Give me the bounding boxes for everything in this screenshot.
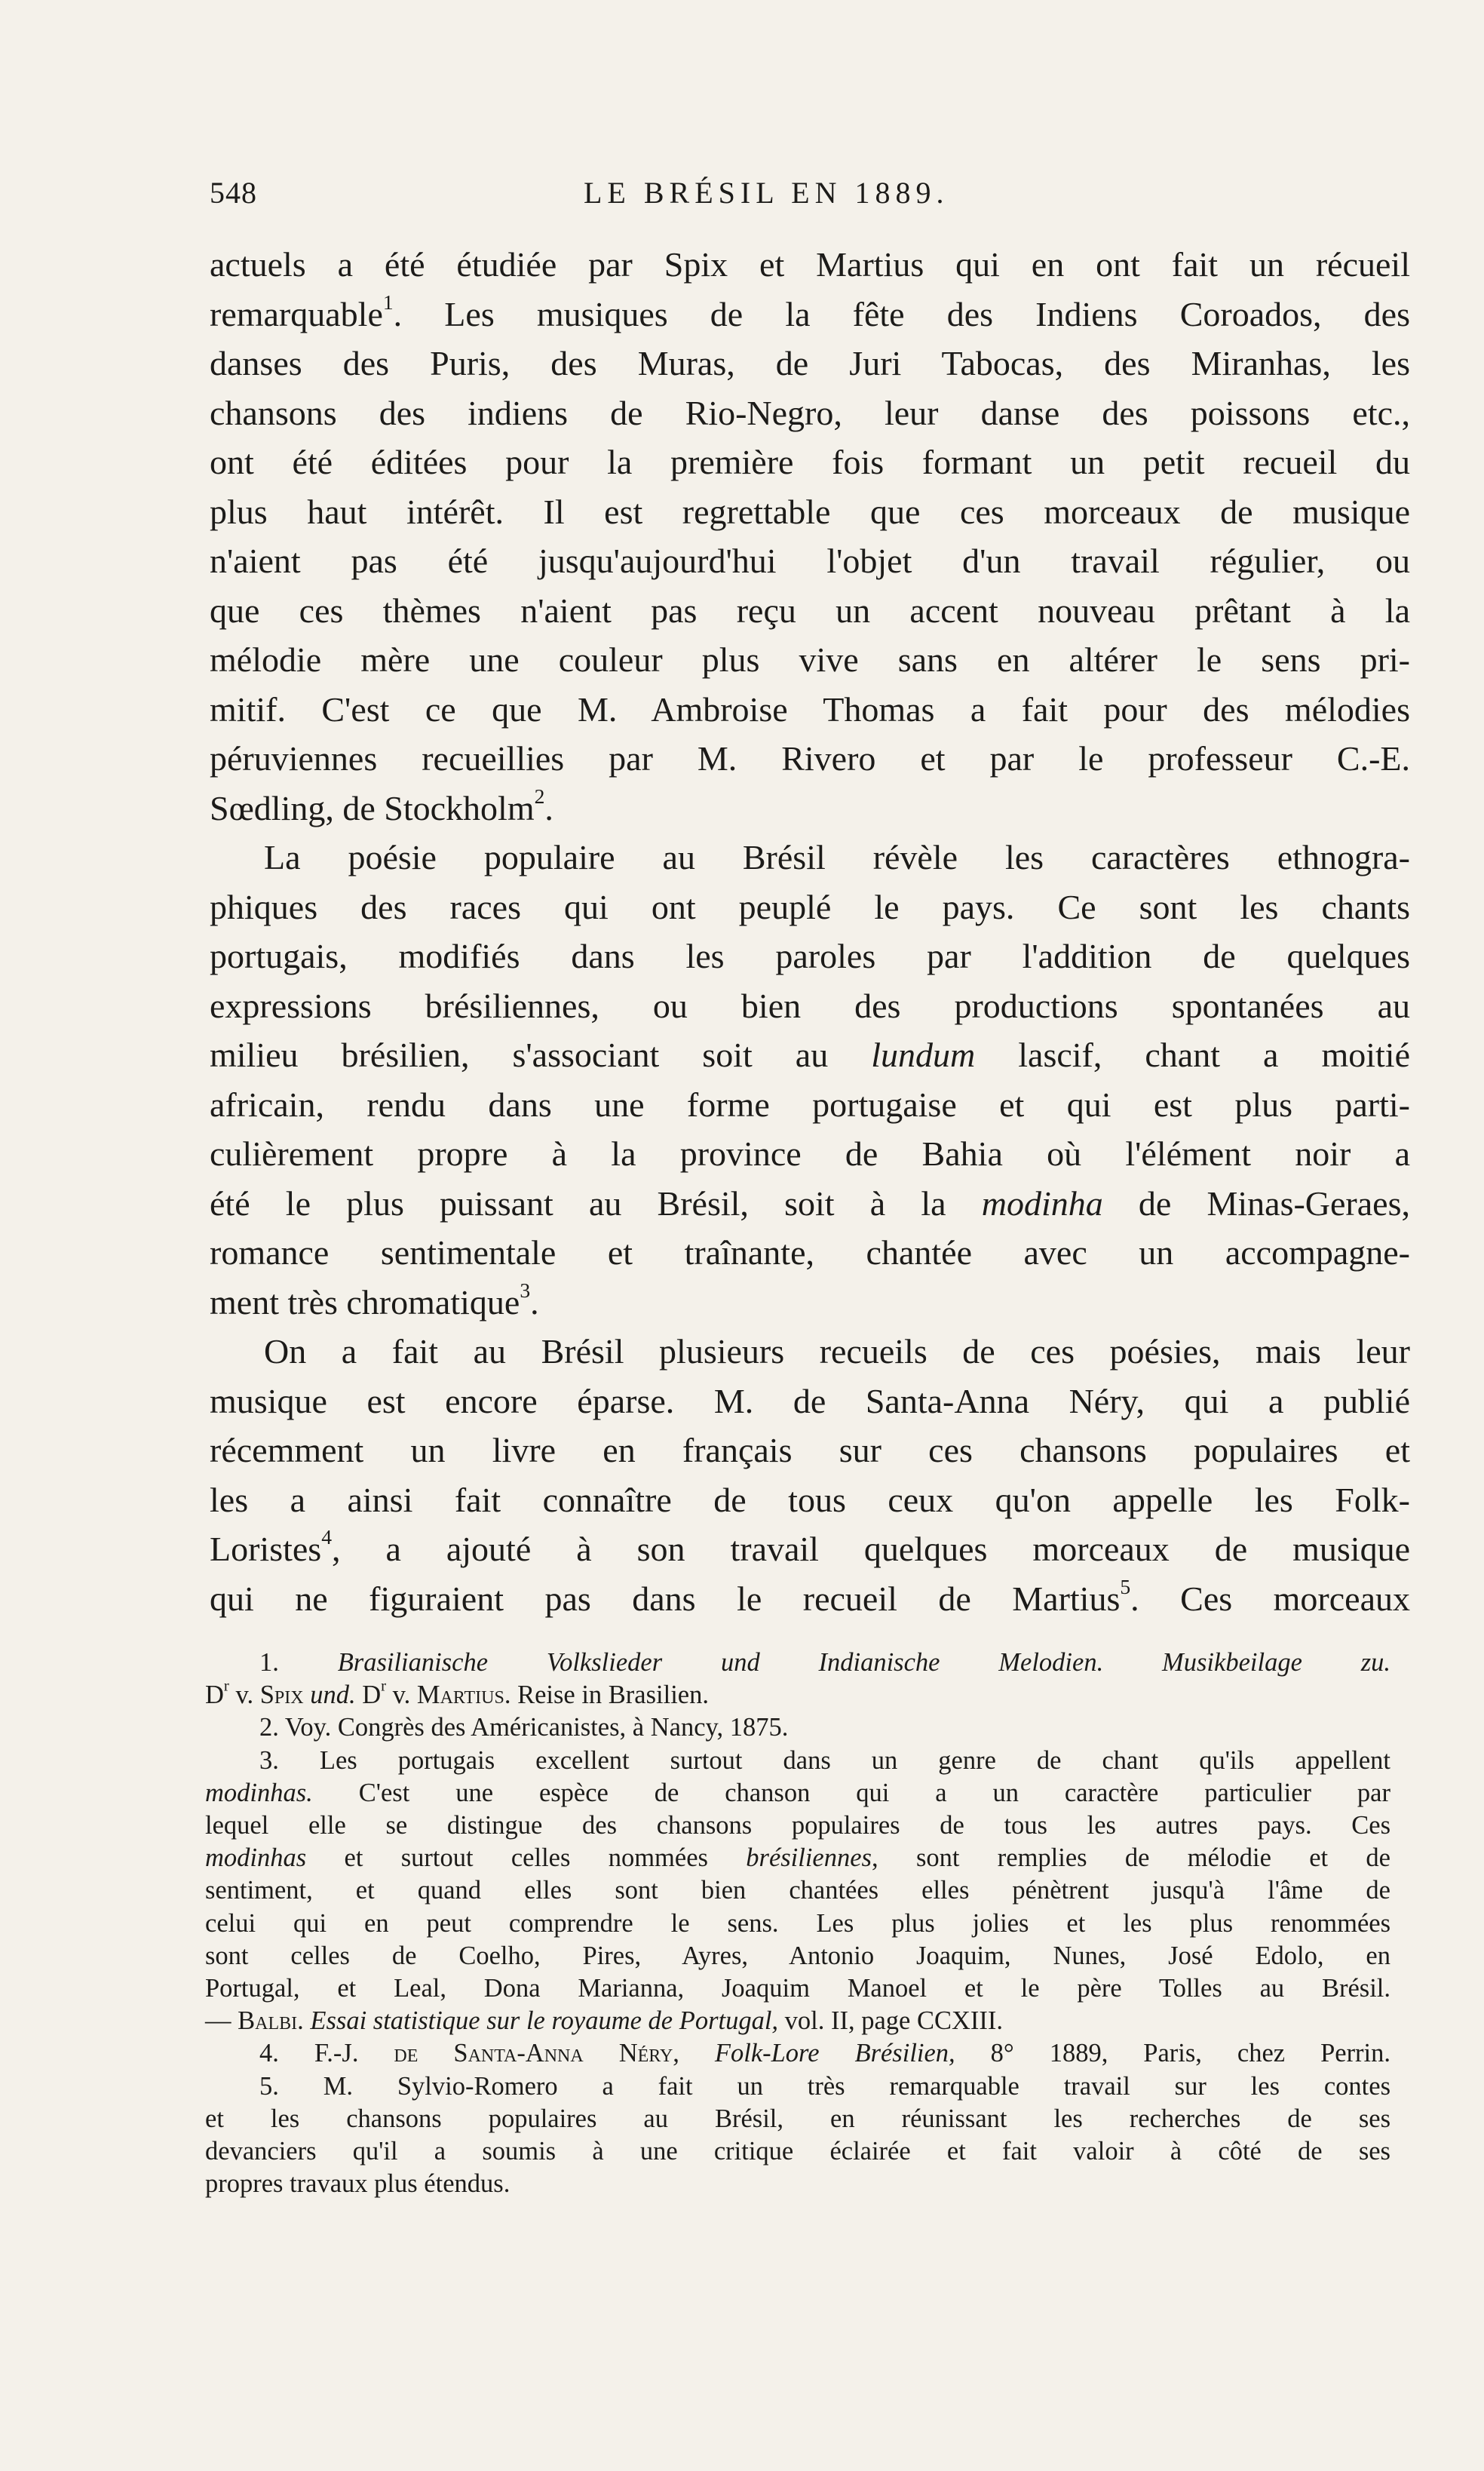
text-line: danses des Puris, des Muras, de Juri Tabocas, des Miranhas, les (210, 344, 1410, 382)
text-line: Loristes$^4$, a ajouté à son travail quelques morceaux de musique (210, 1524, 1410, 1568)
footnote-1 (205, 1647, 1390, 1711)
text-line: culièrement propre à la province de Bahia où l'élément noir a (210, 1134, 1410, 1173)
text-line: remarquable$^1$. Les musiques de la fête des Indiens Coroados, des (210, 290, 1410, 333)
page-header (210, 175, 1009, 220)
text-line: Sœdling, de Stockholm$^2$. (210, 784, 553, 827)
text-line: romance sentimentale et traînante, chantée avec un accompagne- (210, 1233, 1410, 1272)
footnote-line: celui qui en peut comprendre le sens. Les plus jolies et les plus renommées (205, 1908, 1390, 1938)
footnote-line: propres travaux plus étendus. (205, 2169, 511, 2199)
footnote-line: lequel elle se distingue des chansons populaires de tous les autres pays. Ces (205, 1811, 1390, 1840)
text-line: que ces thèmes n'aient pas reçu un accent nouveau prêtant à la (210, 591, 1410, 630)
text-line: péruviennes recueillies par M. Rivero et par le professeur C.-E. (210, 739, 1410, 778)
footnote-line: 2. Voy. Congrès des Américanistes, à Nancy, 1875. (259, 1713, 789, 1742)
text-line: On a fait au Brésil plusieurs recueils de ces poésies, mais leur (264, 1332, 1410, 1371)
footnote-line: Portugal, et Leal, Dona Marianna, Joaquim Manoel et le père Tolles au Brésil. (205, 1974, 1390, 2003)
text-line: mélodie mère une couleur plus vive sans en altérer le sens pri- (210, 640, 1410, 679)
text-line: chansons des indiens de Rio-Negro, leur danse des poissons etc., (210, 393, 1410, 432)
text-line: les a ainsi fait connaître de tous ceux qu'on appelle les Folk- (210, 1480, 1410, 1519)
italic-term: modinha (981, 1183, 1103, 1223)
footnote-ref-2: 2 (534, 784, 545, 808)
text-line: n'aient pas été jusqu'aujourd'hui l'objet d'un travail régulier, ou (210, 542, 1410, 580)
text-line: qui ne figuraient pas dans le recueil de Martius$^5$. Ces morceaux (210, 1574, 1410, 1618)
text-line: été le plus puissant au Brésil, soit à la modinha de Minas-Geraes, (210, 1183, 1410, 1223)
text-line: actuels a été étudiée par Spix et Martius qui en ont fait un récueil (210, 245, 1410, 284)
footnote-3 (205, 1745, 1390, 2038)
footnote-line: 5. M. Sylvio-Romero a fait un très remarquable travail sur les contes (259, 2071, 1390, 2101)
footnote-line: sentiment, et quand elles sont bien chantées elles pénètrent jusqu'à l'âme de (205, 1876, 1390, 1905)
paragraph-2 (210, 833, 1410, 1327)
italic-term: lundum (871, 1036, 976, 1074)
text-line: La poésie populaire au Brésil révèle les caractères ethnogra- (264, 838, 1410, 876)
page-number: 548 (210, 176, 257, 210)
text-line: ont été éditées pour la première fois formant un petit recueil du (210, 443, 1410, 481)
footnote-ref-4: 4 (321, 1524, 332, 1549)
footnote-line: — Balbi. Essai statistique sur le royaume de Portugal, vol. II, page CCXIII. (205, 2006, 1004, 2036)
text-line: plus haut intérêt. Il est regrettable que ces morceaux de musique (210, 492, 1410, 531)
text-line: expressions brésiliennes, ou bien des productions spontanées au (210, 986, 1410, 1025)
running-title: LE BRÉSIL EN 1889. (584, 176, 949, 210)
footnote-line: 4. F.-J. de Santa-Anna Néry, Folk-Lore Brésilien, 8° 1889, Paris, chez Perrin. (259, 2039, 1391, 2068)
paragraph-3 (210, 1327, 1410, 1623)
footnote-4 (205, 2037, 1390, 2070)
footnote-line: et les chansons populaires au Brésil, en réunissant les recherches de ses (205, 2104, 1390, 2133)
text-line: ment très chromatique$^3$. (210, 1278, 539, 1321)
footnote-line: 1. Brasilianische Volkslieder und Indianische Melodien. Musikbeilage zu. (259, 1648, 1390, 1677)
footnote-line: modinhas. C'est une espèce de chanson qui a un caractère particulier par (205, 1778, 1390, 1807)
text-line: phiques des races qui ont peuplé le pays. Ce sont les chants (210, 887, 1410, 926)
footnote-5 (205, 2070, 1390, 2201)
footnote-line: sont celles de Coelho, Pires, Ayres, Antonio Joaquim, Nunes, José Edolo, en (205, 1941, 1390, 1970)
footnote-line: devanciers qu'il a soumis à une critique éclairée et fait valoir à côté de ses (205, 2137, 1390, 2166)
footnote-ref-3: 3 (520, 1278, 531, 1302)
footnote-ref-1: 1 (382, 290, 394, 314)
footnote-line: $D^r$ v. Spix und. $D^r$ v. Martius. Reise in Brasilien. (205, 1678, 709, 1710)
text-line: musique est encore éparse. M. de Santa-Anna Néry, qui a publié (210, 1381, 1410, 1420)
text-line: africain, rendu dans une forme portugaise et qui est plus parti- (210, 1085, 1410, 1124)
footnote-2 (205, 1711, 1390, 1744)
text-line: récemment un livre en français sur ces chansons populaires et (210, 1431, 1410, 1469)
footnote-ref-5: 5 (1120, 1574, 1131, 1598)
main-text (210, 240, 1410, 1623)
text-line: milieu brésilien, s'associant soit au lundum lascif, chant a moitié (210, 1036, 1411, 1074)
text-line: mitif. C'est ce que M. Ambroise Thomas a fait pour des mélodies (210, 689, 1410, 729)
footnotes (205, 1647, 1390, 2200)
text-line: portugais, modifiés dans les paroles par l'addition de quelques (210, 937, 1410, 975)
footnote-line: modinhas et surtout celles nommées brésiliennes, sont remplies de mélodie et de (205, 1843, 1390, 1873)
paragraph-1 (210, 240, 1410, 833)
footnote-line: 3. Les portugais excellent surtout dans un genre de chant qu'ils appellent (259, 1745, 1390, 1775)
